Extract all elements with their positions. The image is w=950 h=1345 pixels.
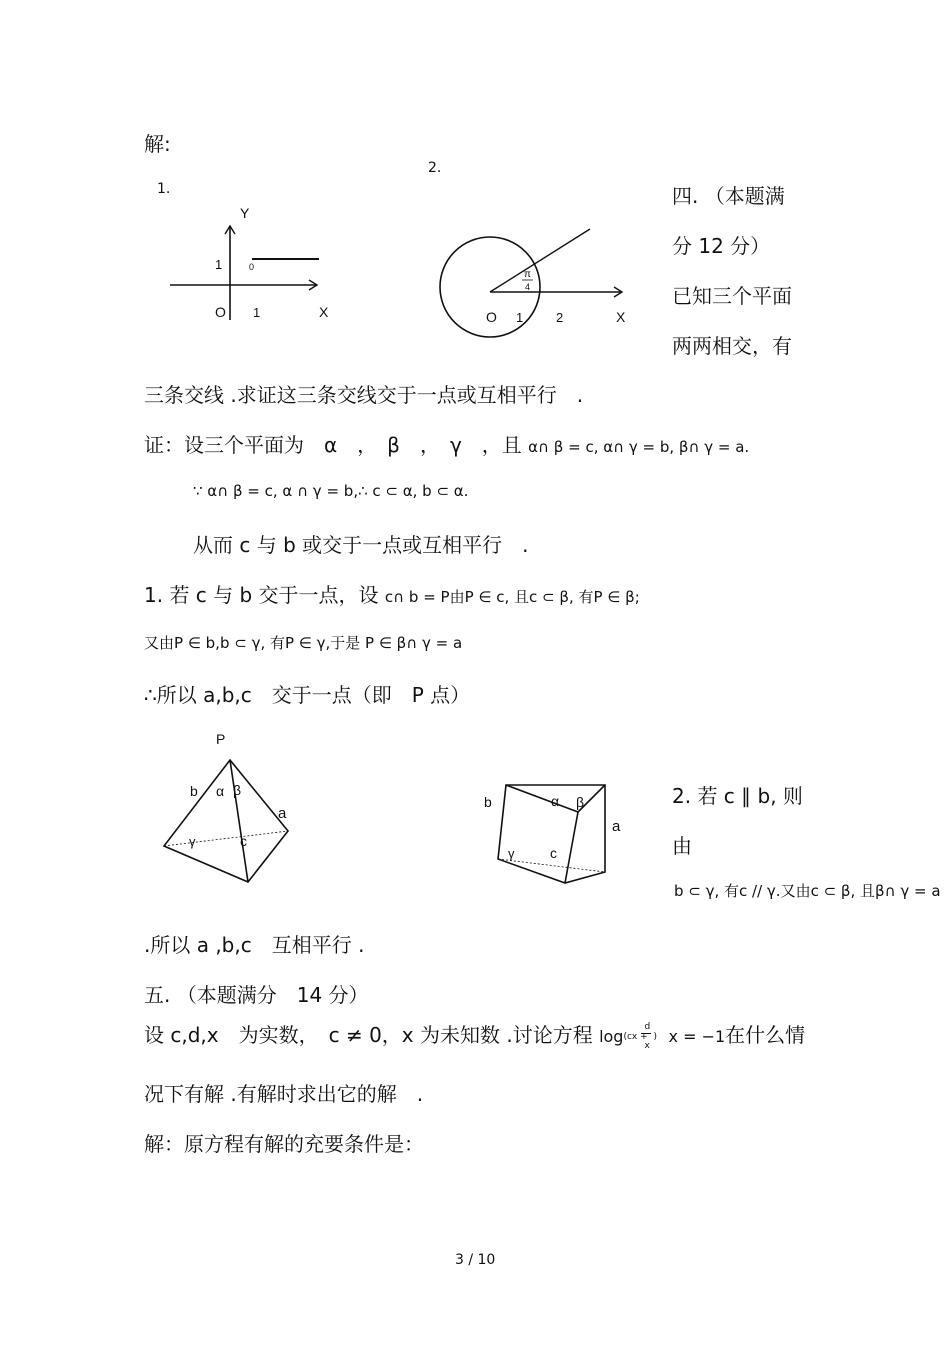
- section5-line-1: [144, 1019, 805, 1064]
- figure-1-graph: [165, 200, 345, 330]
- log-equation: x = −1: [663, 1027, 726, 1046]
- log-base-close: ): [653, 1032, 657, 1042]
- figure-3-planes-point: [150, 725, 310, 895]
- case2-line-2: 由: [672, 834, 692, 858]
- fig2-two: 2: [556, 310, 564, 325]
- conclusion-parallel: .所以 a ,b,c 互相平行 .: [144, 933, 365, 957]
- fig1-zero: 0: [249, 262, 255, 272]
- section4-text-2: 两两相交，有: [672, 334, 792, 358]
- section5-line-1-text: 设 c,d,x 为实数， c ≠ 0，x 为未知数 .讨论方程: [144, 1023, 600, 1047]
- proof-line-1: [144, 429, 749, 458]
- figure-label-2: 2.: [428, 160, 442, 176]
- fig1-origin: O: [215, 304, 226, 320]
- fig4-alpha: α: [551, 793, 560, 809]
- case2-line-1: 2. 若 c ∥ b, 则: [672, 784, 803, 808]
- section5-line-3: 解：原方程有解的充要条件是：: [144, 1132, 424, 1156]
- figure-2-graph: [430, 215, 640, 345]
- fig4-gamma: γ: [508, 846, 515, 861]
- fig2-x-label: X: [616, 309, 626, 325]
- section4-text-1: 已知三个平面: [672, 284, 792, 308]
- fig1-y-label: Y: [240, 205, 250, 221]
- fig4-a: a: [612, 818, 621, 835]
- fig4-b: b: [484, 794, 492, 810]
- fig3-beta: β: [233, 782, 242, 798]
- proof-line-5: 又由P ∈ b,b ⊂ γ, 有P ∈ γ,于是 P ∈ β∩ γ = a: [144, 634, 463, 652]
- fig1-one-y: 1: [215, 257, 223, 272]
- fig4-c: c: [550, 845, 557, 861]
- proof-line-1-text: 证：设三个平面为 α ， β ， γ ，且: [144, 433, 529, 457]
- section5-line-1-suffix: 在什么情: [725, 1023, 806, 1047]
- proof-line-4-text: 1. 若 c 与 b 交于一点，设: [144, 583, 385, 607]
- fig3-a: a: [278, 805, 287, 822]
- proof-line-1-math: α∩ β = c, α∩ γ = b, β∩ γ = a.: [528, 438, 750, 456]
- log-base: [623, 1022, 663, 1051]
- fig1-one-x: 1: [253, 305, 261, 320]
- fig1-x-label: X: [319, 304, 329, 320]
- solution-heading: 解:: [144, 132, 171, 156]
- section5-line-2: 况下有解 .有解时求出它的解 .: [144, 1082, 424, 1106]
- section4-score: 分 12 分）: [672, 234, 771, 258]
- fig2-one: 1: [516, 310, 524, 325]
- fig2-pi: π: [524, 269, 531, 280]
- fig4-beta: β: [576, 794, 585, 810]
- log-base-open: (cx +: [623, 1032, 648, 1042]
- proof-line-4-math: c∩ b = P由P ∈ c, 且c ⊂ β, 有P ∈ β;: [384, 588, 640, 606]
- log-symbol: log: [599, 1027, 624, 1046]
- proof-line-6: ∴所以 a,b,c 交于一点（即 P 点）: [144, 683, 471, 707]
- log-base-den: x: [644, 1041, 650, 1051]
- case2-line-3: b ⊂ γ, 有c // γ.又由c ⊂ β, 且β∩ γ = a: [674, 882, 941, 900]
- page-number: 3 / 10: [455, 1252, 496, 1268]
- fig3-alpha: α: [216, 783, 225, 799]
- figure-4-planes-parallel: [478, 775, 638, 895]
- section4-text-3: 三条交线 .求证这三条交线交于一点或互相平行 .: [144, 383, 584, 407]
- section5-title: 五. （本题满分 14 分）: [144, 983, 369, 1007]
- fig3-p: P: [216, 731, 226, 747]
- proof-line-4: [144, 579, 640, 608]
- fig3-gamma: γ: [189, 834, 196, 849]
- fig2-origin: O: [486, 309, 497, 325]
- fig3-b: b: [190, 783, 198, 799]
- proof-line-3: 从而 c 与 b 或交于一点或互相平行 .: [193, 533, 529, 557]
- fig2-four: 4: [525, 282, 531, 292]
- proof-line-2: ∵ α∩ β = c, α ∩ γ = b,∴ c ⊂ α, b ⊂ α.: [193, 482, 469, 500]
- log-base-num: d: [644, 1022, 651, 1032]
- section4-title: 四. （本题满: [672, 184, 785, 208]
- fig3-c: c: [240, 833, 247, 849]
- figure-label-1: 1.: [157, 181, 171, 197]
